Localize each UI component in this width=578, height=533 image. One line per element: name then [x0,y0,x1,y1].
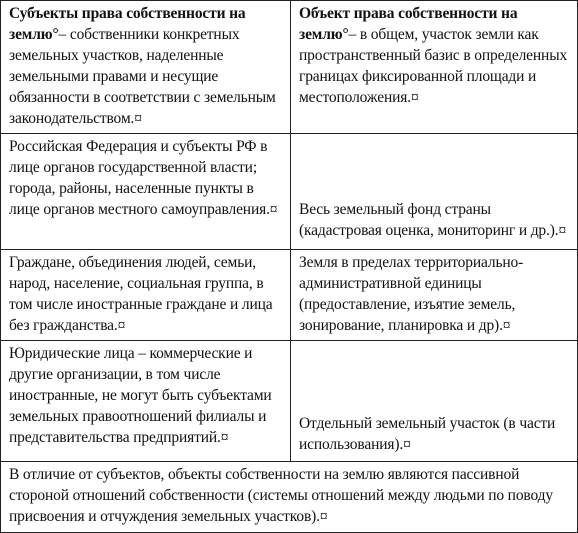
object-definition: – в общем, участок земли как пространственный базис в определенных границах фиксированной площади и местоположения.¤ [299,26,568,106]
cell-subject-state [1,134,291,250]
table-row [1,250,578,341]
cell-footer-note [1,462,578,533]
cell-object-territory [291,250,578,341]
subject-state-text: Российская Федерация и субъекты РФ в лице органов государственной власти; города, районы, населенные пункты в лице органов местного самоуправления.¤ [9,138,278,218]
object-territory-text: Земля в пределах территориально-административной единицы (предоставление, изъятие земель, зонирование, планировка и др).¤ [299,254,524,334]
cell-object-definition [291,1,578,134]
object-parcel-text: Отдельный земельный участок (в части использования).¤ [299,415,556,453]
cell-subject-citizens [1,250,291,341]
table-row-header [1,1,578,134]
subjects-definition: – собственники конкретных земельных участков, наделенные земельными правами и несущие обязанности в соответствии с земельным законодательством.¤ [9,26,276,127]
subject-citizens-text: Граждане, объединения людей, семьи, народ, население, социальная группа, в том числе иностранные граждане и лица без гражданства.¤ [9,254,273,334]
cell-subject-legal-entities [1,341,291,462]
cell-subjects-definition [1,1,291,134]
cell-object-parcel [291,341,578,462]
table-row-footer [1,462,578,533]
subjects-term: Субъекты права собственности на землю° [9,5,246,43]
subject-legal-entities-text: Юридические лица – коммерческие и другие организации, в том числе иностранные, не могут быть субъектами земельных правоотношений филиалы и представительства предприятий.¤ [9,345,272,446]
object-term: Объект права собственности на землю° [299,5,518,43]
table-row [1,341,578,462]
footer-note-text: В отличие от субъектов, объекты собственности на землю являются пассивной стороной отношений собственности (системы отношений между людьми по поводу присвоения и отчуждения земельных участков).¤ [9,466,553,525]
table-row [1,134,578,250]
cell-object-state [291,134,578,250]
object-state-text: Весь земельный фонд страны (кадастровая оценка, мониторинг и др.).¤ [299,201,567,239]
